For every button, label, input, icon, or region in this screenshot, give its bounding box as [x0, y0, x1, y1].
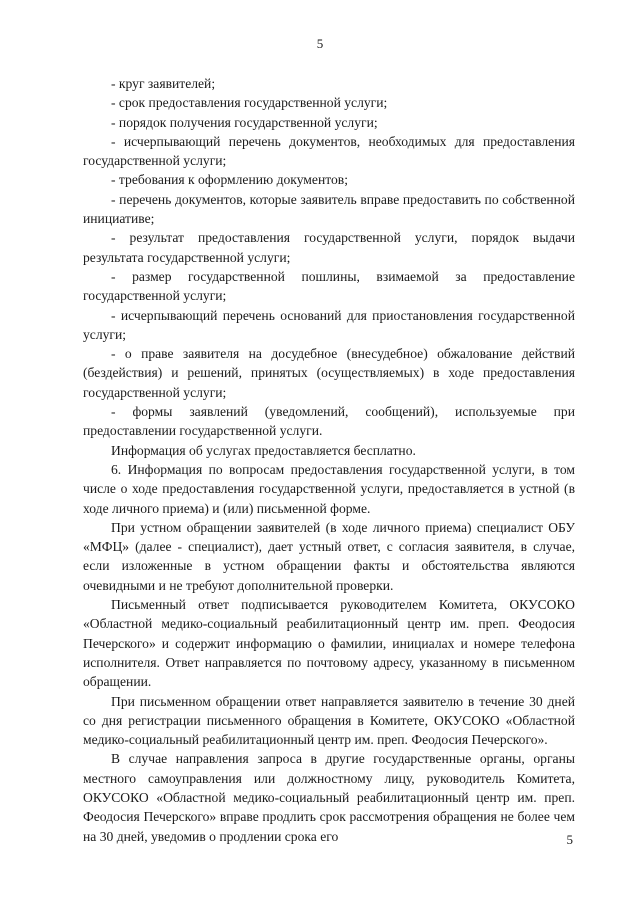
list-item: - о праве заявителя на досудебное (внесудебное) обжалование действий (бездействия) и решений, принятых (осуществляемых) в ходе предоставления государственной услуги; [83, 346, 575, 400]
list-item: - исчерпывающий перечень документов, необходимых для предоставления государственной услуги; [83, 133, 575, 169]
list-item: - формы заявлений (уведомлений, сообщений), используемые при предоставлении государственной услуги. [83, 404, 575, 439]
paragraph: В случае направления запроса в другие государственные органы, органы местного самоуправления или должностному лицу, руководитель Комитета, ОКУСОКО «Областной медико-социальный реабилитационный центр им. преп. Феодосия Печерского» вправе продлить срок рассмотрения обращения не более чем на 30 дней, уведомив о продлении срока его [83, 751, 575, 844]
paragraph: При письменном обращении ответ направляется заявителю в течение 30 дней со дня регистрации письменного обращения в Комитете, ОКУСОКО «Областной медико-социальный реабилитационный центр им. преп. Феодосия Печерского». [83, 693, 575, 748]
paragraph: Информация об услугах предоставляется бесплатно. [111, 442, 416, 458]
page-number-bottom: 5 [566, 832, 573, 847]
paragraph: При устном обращении заявителей (в ходе личного приема) специалист ОБУ «МФЦ» (далее - специалист), дает устный ответ, с согласия заявителя, в случае, если изложенные в устном обращении факты и обстоятельства являются очевидными и не требуют дополнительной проверки. [83, 519, 575, 593]
paragraph: 6. Информация по вопросам предоставления государственной услуги, в том числе о ходе предоставления государственной услуги, предоставляется в устной (в ходе личного приема) и (или) письменной форме. [83, 461, 575, 516]
page-number-top: 5 [316, 36, 324, 51]
list-item: - порядок получения государственной услуги; [111, 114, 378, 130]
document-body [83, 74, 575, 846]
list-item: - перечень документов, которые заявитель вправе предоставить по собственной инициативе; [83, 191, 575, 227]
paragraph: Письменный ответ подписывается руководителем Комитета, ОКУСОКО «Областной медико-социальный реабилитационный центр им. преп. Феодосия Печерского» и содержит информацию о фамилии, инициалах и номере телефона исполнителя. Ответ направляется по почтовому адресу, указанному в письменном обращении. [83, 597, 575, 690]
list-item: - результат предоставления государственной услуги, порядок выдачи результата государственной услуги; [83, 230, 575, 265]
list-item: - исчерпывающий перечень оснований для приостановления государственной услуги; [83, 307, 575, 342]
list-item: - размер государственной пошлины, взимаемой за предоставление государственной услуги; [83, 268, 575, 304]
list-item: - срок предоставления государственной услуги; [111, 95, 388, 111]
list-item: - круг заявителей; [111, 76, 216, 91]
list-item: - требования к оформлению документов; [111, 172, 348, 188]
